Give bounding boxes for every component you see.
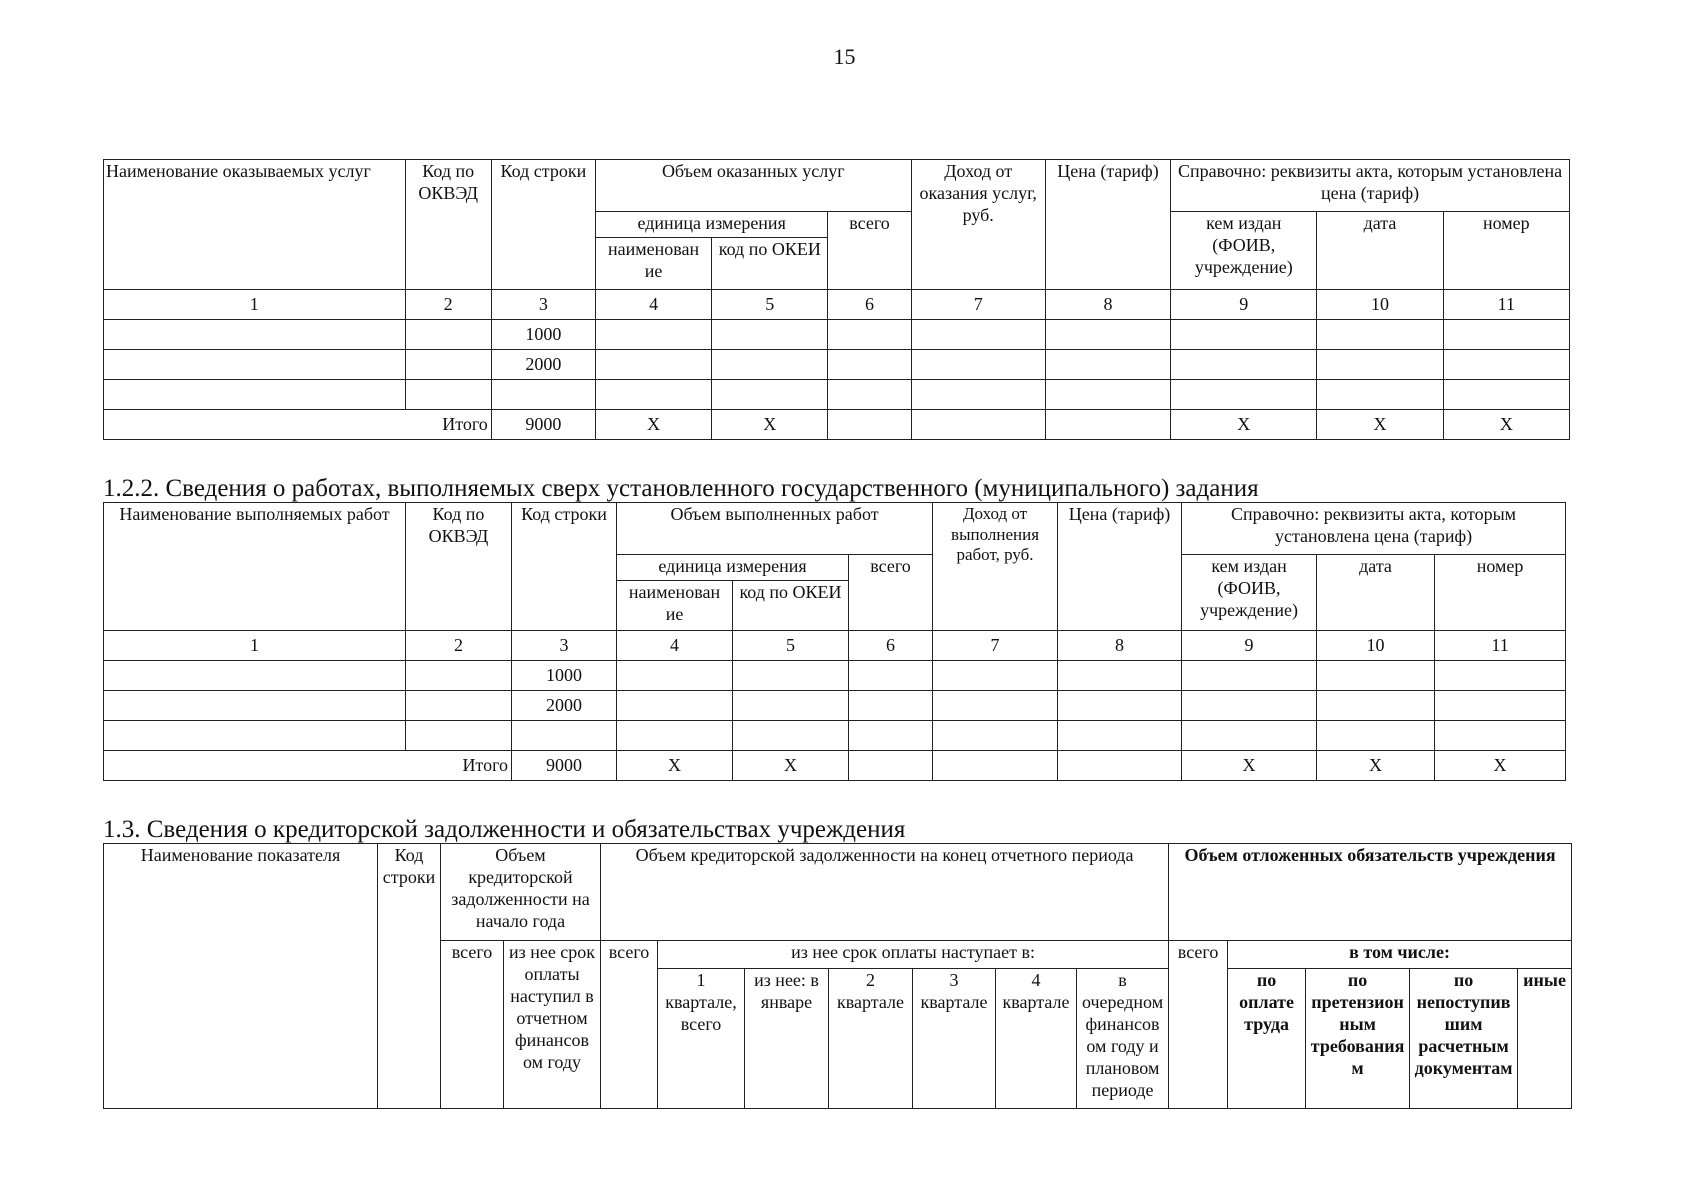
- col-number: 2: [405, 290, 491, 320]
- header-price: Цена (тариф): [1058, 503, 1182, 631]
- row-code: 1000: [512, 661, 617, 691]
- header-payables-end: Объем кредиторской задолженности на конец отчетного периода: [601, 844, 1169, 941]
- col-number: 1: [104, 290, 406, 320]
- table-row: [104, 691, 1566, 721]
- x-mark: X: [733, 751, 849, 781]
- table-payables: [103, 843, 1572, 1109]
- header-including: в том числе:: [1228, 941, 1572, 969]
- header-january: из нее: в январе: [745, 969, 829, 1109]
- header-claims: по претензион ным требования м: [1306, 969, 1410, 1109]
- header-row-code: Код строки: [378, 844, 441, 1109]
- header-unit: единица измерения: [617, 555, 849, 581]
- col-number: 5: [712, 290, 828, 320]
- page-number: 15: [833, 44, 856, 69]
- table-row: [104, 661, 1566, 691]
- total-code: 9000: [491, 410, 595, 440]
- header-payables-start: Объем кредиторской задолженности на начало года: [441, 844, 601, 941]
- col-number: 6: [849, 631, 933, 661]
- x-mark: X: [1182, 751, 1317, 781]
- total-label: Итого: [104, 410, 492, 440]
- header-unit: единица измерения: [595, 212, 827, 238]
- header-issued-by: кем издан (ФОИВ, учреждение): [1171, 212, 1317, 290]
- x-mark: X: [617, 751, 733, 781]
- header-number: номер: [1435, 555, 1566, 631]
- row-code: [512, 721, 617, 751]
- section-heading-1-2-2: 1.2.2. Сведения о работах, выполняемых сверх установленного государственного (муниципального) задания: [103, 475, 1259, 502]
- header-next-year: в очередном финансов ом году и плановом периоде: [1077, 969, 1169, 1109]
- col-number: 4: [595, 290, 711, 320]
- header-deferred: Объем отложенных обязательств учреждения: [1169, 844, 1572, 941]
- x-mark: X: [1317, 410, 1443, 440]
- header-unit-name: наименован ие: [595, 238, 711, 290]
- header-income: Доход от оказания услуг, руб.: [911, 160, 1045, 290]
- col-number: 3: [512, 631, 617, 661]
- total-code: 9000: [512, 751, 617, 781]
- col-number: 3: [491, 290, 595, 320]
- col-number: 8: [1045, 290, 1170, 320]
- col-number: 2: [406, 631, 512, 661]
- header-overdue: из нее срок оплаты наступил в отчетном финансов ом году: [504, 941, 601, 1109]
- header-issued-by: кем издан (ФОИВ, учреждение): [1182, 555, 1317, 631]
- row-code: [491, 380, 595, 410]
- table-services: [103, 159, 1570, 440]
- col-number: 7: [933, 631, 1058, 661]
- header-date: дата: [1317, 555, 1435, 631]
- col-number: 11: [1443, 290, 1569, 320]
- x-mark: X: [712, 410, 828, 440]
- header-row-code: Код строки: [491, 160, 595, 290]
- col-number: 1: [104, 631, 406, 661]
- header-documents: по непоступив шим расчетным документам: [1410, 969, 1518, 1109]
- col-number: 4: [617, 631, 733, 661]
- table-row: [104, 721, 1566, 751]
- table-works: [103, 502, 1566, 781]
- header-volume: Объем оказанных услуг: [595, 160, 911, 212]
- x-mark: X: [595, 410, 711, 440]
- header-q3: 3 квартале: [913, 969, 996, 1109]
- header-reference: Справочно: реквизиты акта, которым установлена цена (тариф): [1182, 503, 1566, 555]
- section-heading-1-3: 1.3. Сведения о кредиторской задолженности и обязательствах учреждения: [103, 816, 906, 843]
- header-indicator-name: Наименование показателя: [104, 844, 378, 1109]
- x-mark: X: [1317, 751, 1435, 781]
- row-code: 1000: [491, 320, 595, 350]
- header-q2: 2 квартале: [829, 969, 913, 1109]
- header-total-start: всего: [441, 941, 504, 1109]
- header-okei: код по ОКЕИ: [733, 581, 849, 631]
- header-total-deferred: всего: [1169, 941, 1228, 1109]
- header-work-name: Наименование выполняемых работ: [104, 503, 406, 631]
- col-number: 7: [911, 290, 1045, 320]
- table-row: [104, 380, 1570, 410]
- header-due-in: из нее срок оплаты наступает в:: [658, 941, 1169, 969]
- header-row-code: Код строки: [512, 503, 617, 631]
- x-mark: X: [1171, 410, 1317, 440]
- col-number: 6: [828, 290, 911, 320]
- header-number: номер: [1443, 212, 1569, 290]
- col-number: 9: [1182, 631, 1317, 661]
- header-date: дата: [1317, 212, 1443, 290]
- header-q1: 1 квартале, всего: [658, 969, 745, 1109]
- x-mark: X: [1435, 751, 1566, 781]
- total-row: [104, 410, 1570, 440]
- header-reference: Справочно: реквизиты акта, которым установлена цена (тариф): [1171, 160, 1570, 212]
- table-row: [104, 320, 1570, 350]
- header-other: иные: [1518, 969, 1572, 1109]
- row-code: 2000: [512, 691, 617, 721]
- header-price: Цена (тариф): [1045, 160, 1170, 290]
- total-label: Итого: [104, 751, 512, 781]
- header-wages: по оплате труда: [1228, 969, 1306, 1109]
- total-row: [104, 751, 1566, 781]
- header-q4: 4 квартале: [996, 969, 1077, 1109]
- header-total-end: всего: [601, 941, 658, 1109]
- col-number: 9: [1171, 290, 1317, 320]
- header-volume: Объем выполненных работ: [617, 503, 933, 555]
- header-unit-name: наименован ие: [617, 581, 733, 631]
- header-service-name: Наименование оказываемых услуг: [104, 160, 406, 290]
- header-okei: код по ОКЕИ: [712, 238, 828, 290]
- header-income: Доход от выполнения работ, руб.: [933, 503, 1058, 631]
- table-row: [104, 350, 1570, 380]
- x-mark: X: [1443, 410, 1569, 440]
- col-number: 10: [1317, 631, 1435, 661]
- header-okved: Код по ОКВЭД: [406, 503, 512, 631]
- header-total: всего: [828, 212, 911, 290]
- col-number: 10: [1317, 290, 1443, 320]
- col-number: 5: [733, 631, 849, 661]
- header-total: всего: [849, 555, 933, 631]
- header-okved: Код по ОКВЭД: [405, 160, 491, 290]
- col-number: 11: [1435, 631, 1566, 661]
- col-number: 8: [1058, 631, 1182, 661]
- row-code: 2000: [491, 350, 595, 380]
